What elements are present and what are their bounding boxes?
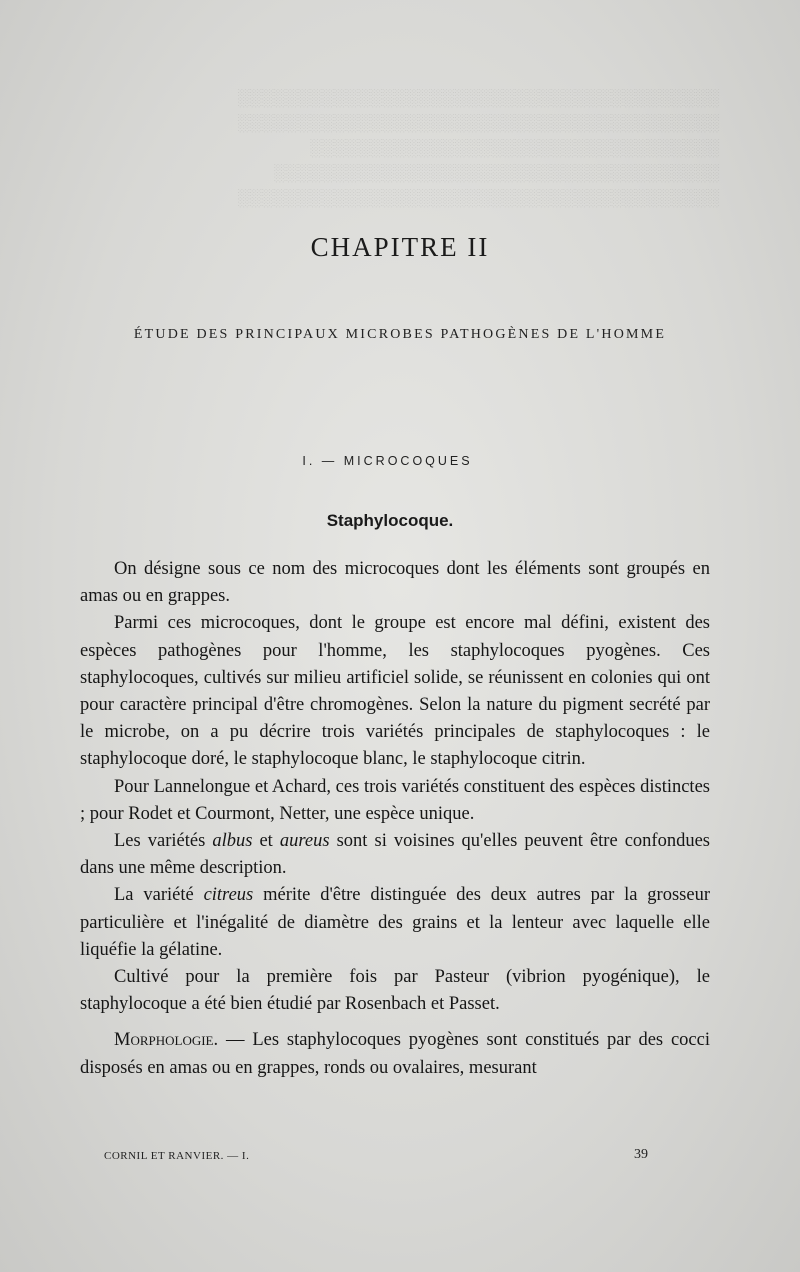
paragraph xyxy=(80,828,710,882)
section-heading: Staphylocoque. xyxy=(326,511,454,530)
show-through-texture: ░░░░░░░░░░░░░░░░░░░░░░░░░░░░░░░░░░░░░░░░ ░░░░░░░░░░░░░░░░░░░░░░░░░░░░░░░░░░░░░░░░ ░░░░░░░░░░░░░░░░░░░░░░░░░░░░░░░░░░ ░░░░░░░░░░░░░░░░░░░░░░░░░░░░░░░░░░░░░ ░░░░░░░░░░░░░░░░░░░░░░░░░░░░░░░░░░░░░░░░ xyxy=(238,88,720,207)
morphologie-label: Morphologie. xyxy=(114,1030,219,1051)
italic-term: citreus xyxy=(203,885,254,906)
paragraph-text: sont si voisines qu'elles peuvent être confondues dans une même description. xyxy=(80,831,710,879)
page-number: 39 xyxy=(634,1147,648,1162)
paragraph: Parmi ces microcoques, dont le groupe est encore mal défini, existent des espèces pathogènes pour l'homme, les staphylocoques pyogènes. Ces staphylocoques, cultivés sur milieu artificiel solide, se réunissent en colonies qui ont pour caractère principal d'être chromogènes. Selon la nature du pigment secrété par le microbe, on a pu décrire trois variétés principales de staphylocoques : le staphylocoque doré, le staphylocoque blanc, le staphylocoque citrin. xyxy=(80,613,710,770)
paragraph-text: — Les staphylocoques pyogènes sont constitués par des cocci disposés en amas ou en grappes, ronds ou ovalaires, mesurant xyxy=(80,1030,710,1078)
paragraph-text: La variété xyxy=(114,885,204,906)
body-text xyxy=(80,556,710,1082)
paragraph: Pour Lannelongue et Achard, ces trois variétés constituent des espèces distinctes ; pour Rodet et Courmont, Netter, une espèce unique. xyxy=(80,776,710,824)
paragraph: Cultivé pour la première fois par Pasteur (vibrion pyogénique), le staphylocoque a été bien étudié par Rosenbach et Passet. xyxy=(80,967,710,1015)
section-title: I. — MICROCOQUES xyxy=(302,454,473,468)
chapter-title: CHAPITRE II xyxy=(310,232,490,262)
chapter-subtitle: ÉTUDE DES PRINCIPAUX MICROBES PATHOGÈNES DE L'HOMME xyxy=(133,327,667,342)
italic-term: albus xyxy=(212,831,253,852)
paragraph xyxy=(80,882,710,964)
paragraph-text: Les variétés xyxy=(114,831,213,852)
italic-term: aureus xyxy=(279,831,330,852)
paragraph-morphologie xyxy=(80,1027,710,1081)
paragraph-text: mérite d'être distinguée des deux autres par la grosseur particulière et l'inégalité de diamètre des grains et la lenteur avec laquelle elle liquéfie la gélatine. xyxy=(80,885,710,960)
paragraph: On désigne sous ce nom des microcoques dont les éléments sont groupés en amas ou en grappes. xyxy=(80,559,710,607)
paragraph-text: et xyxy=(252,831,280,852)
running-footer: CORNIL ET RANVIER. — I. xyxy=(104,1150,250,1162)
